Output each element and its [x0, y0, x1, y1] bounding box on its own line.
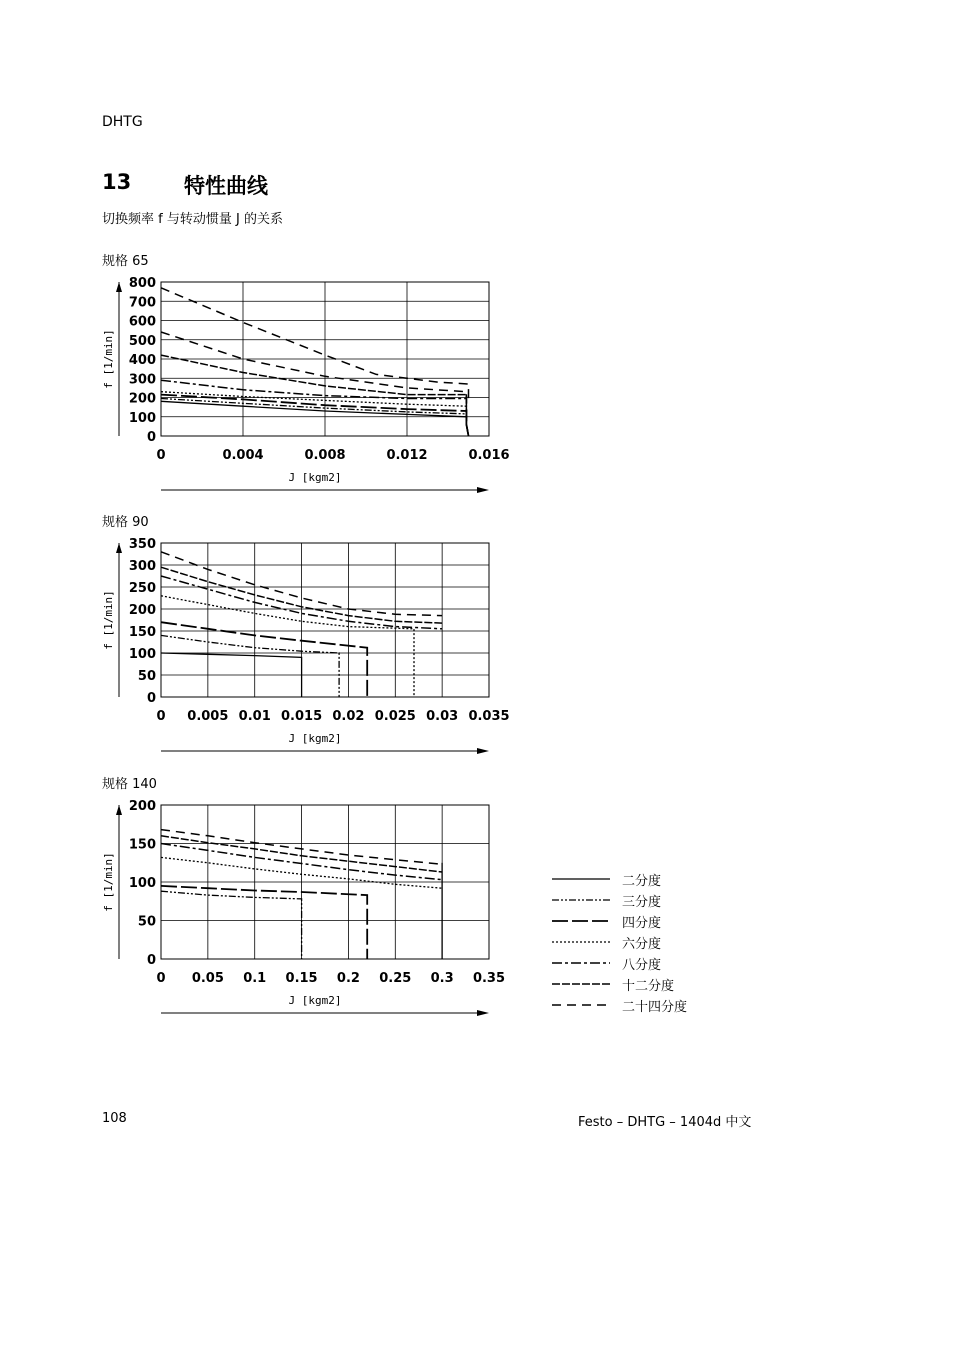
- y-tick-label: 100: [128, 876, 156, 891]
- legend-line-icon: [552, 999, 612, 1011]
- x-tick-label: 0.35: [472, 971, 506, 986]
- x-tick-label: 0.1: [243, 971, 267, 986]
- x-tick-label: 0.15: [285, 971, 318, 986]
- section-subtitle: 切换频率 f 与转动惯量 J 的关系: [102, 212, 283, 227]
- y-tick-label: 50: [137, 669, 156, 684]
- y-tick-label: 0: [146, 691, 156, 706]
- x-axis-label: J [kgm2]: [288, 732, 342, 745]
- legend-label: 六分度: [622, 937, 662, 952]
- x-tick-label: 0.012: [386, 448, 428, 463]
- y-tick-label: 300: [128, 372, 156, 388]
- legend-item: [552, 933, 752, 951]
- legend-item: [552, 891, 752, 909]
- legend-item: [552, 870, 752, 888]
- legend-line-icon: [552, 936, 612, 948]
- x-tick-label: 0.016: [468, 448, 510, 463]
- y-axis-arrowhead-icon: [116, 543, 122, 553]
- document-code: DHTG: [102, 114, 143, 130]
- x-tick-label: 0.01: [238, 709, 271, 724]
- x-tick-label: 0.005: [187, 709, 229, 724]
- x-tick-label: 0.015: [281, 709, 323, 724]
- y-tick-label: 600: [128, 314, 156, 330]
- x-tick-label: 0.25: [379, 971, 412, 986]
- y-tick-label: 100: [128, 410, 156, 426]
- series-line: [161, 622, 367, 697]
- y-tick-label: 700: [128, 295, 156, 311]
- y-tick-label: 200: [128, 391, 156, 407]
- y-tick-label: 800: [128, 276, 156, 291]
- series-line: [161, 886, 367, 959]
- legend-line-icon: [552, 978, 612, 990]
- x-tick-label: 0: [156, 971, 166, 986]
- legend-label: 八分度: [622, 958, 662, 973]
- legend-label: 二分度: [622, 874, 662, 889]
- x-axis-arrowhead-icon: [477, 1010, 489, 1016]
- chart-title-size-140: 规格 140: [102, 777, 157, 792]
- legend-item: [552, 912, 752, 930]
- series-line: [161, 401, 469, 436]
- y-tick-label: 500: [128, 333, 156, 349]
- y-axis-label: f [1/min]: [102, 590, 115, 650]
- legend-label: 十二分度: [622, 979, 675, 994]
- x-tick-label: 0.03: [426, 709, 459, 724]
- series-line: [161, 635, 339, 697]
- x-axis-label: J [kgm2]: [288, 471, 342, 484]
- series-line: [161, 596, 414, 697]
- legend-line-icon: [552, 957, 612, 969]
- y-axis-arrowhead-icon: [116, 282, 122, 292]
- y-axis-label: f [1/min]: [102, 852, 115, 912]
- legend-label: 三分度: [622, 895, 662, 910]
- section-title: 特性曲线: [184, 174, 268, 198]
- x-tick-label: 0: [156, 709, 166, 724]
- series-line: [161, 891, 302, 959]
- legend-item: [552, 954, 752, 972]
- section-number: 13: [102, 170, 132, 194]
- y-tick-label: 250: [128, 581, 156, 596]
- x-axis-label: J [kgm2]: [288, 994, 342, 1007]
- y-tick-label: 100: [128, 647, 156, 662]
- y-tick-label: 150: [128, 837, 156, 853]
- x-tick-label: 0.004: [222, 448, 264, 463]
- y-tick-label: 50: [137, 914, 156, 930]
- chart-size-65: [0, 250, 954, 510]
- y-axis-label: f [1/min]: [102, 329, 115, 389]
- page-number: 108: [102, 1111, 127, 1126]
- x-axis-arrowhead-icon: [477, 748, 489, 754]
- x-tick-label: 0.3: [430, 971, 454, 986]
- y-tick-label: 200: [128, 799, 156, 814]
- legend-line-icon: [552, 873, 612, 885]
- x-tick-label: 0.025: [374, 709, 416, 724]
- legend-item: [552, 975, 752, 993]
- y-tick-label: 300: [128, 559, 156, 574]
- y-axis-arrowhead-icon: [116, 805, 122, 815]
- plot-frame: [161, 543, 489, 697]
- y-tick-label: 350: [128, 537, 156, 552]
- chart-size-90: [0, 511, 954, 771]
- x-tick-label: 0: [156, 448, 166, 463]
- chart-title-size-90: 规格 90: [102, 515, 149, 530]
- chart-size-140: [0, 773, 954, 1033]
- document-reference: Festo – DHTG – 1404d 中文: [578, 1115, 752, 1130]
- x-tick-label: 0.05: [191, 971, 224, 986]
- x-tick-label: 0.02: [332, 709, 365, 724]
- x-axis-arrowhead-icon: [477, 487, 489, 493]
- x-tick-label: 0.035: [468, 709, 510, 724]
- legend-label: 二十四分度: [622, 1000, 688, 1015]
- chart-title-size-65: 规格 65: [102, 254, 149, 269]
- y-tick-label: 0: [146, 430, 156, 445]
- y-tick-label: 200: [128, 603, 156, 618]
- legend-line-icon: [552, 894, 612, 906]
- x-tick-label: 0.2: [336, 971, 360, 986]
- y-tick-label: 400: [128, 353, 156, 368]
- x-tick-label: 0.008: [304, 448, 346, 463]
- legend-label: 四分度: [622, 916, 662, 931]
- y-tick-label: 0: [146, 953, 156, 968]
- legend-item: [552, 996, 752, 1014]
- legend-line-icon: [552, 915, 612, 927]
- y-tick-label: 150: [128, 625, 156, 640]
